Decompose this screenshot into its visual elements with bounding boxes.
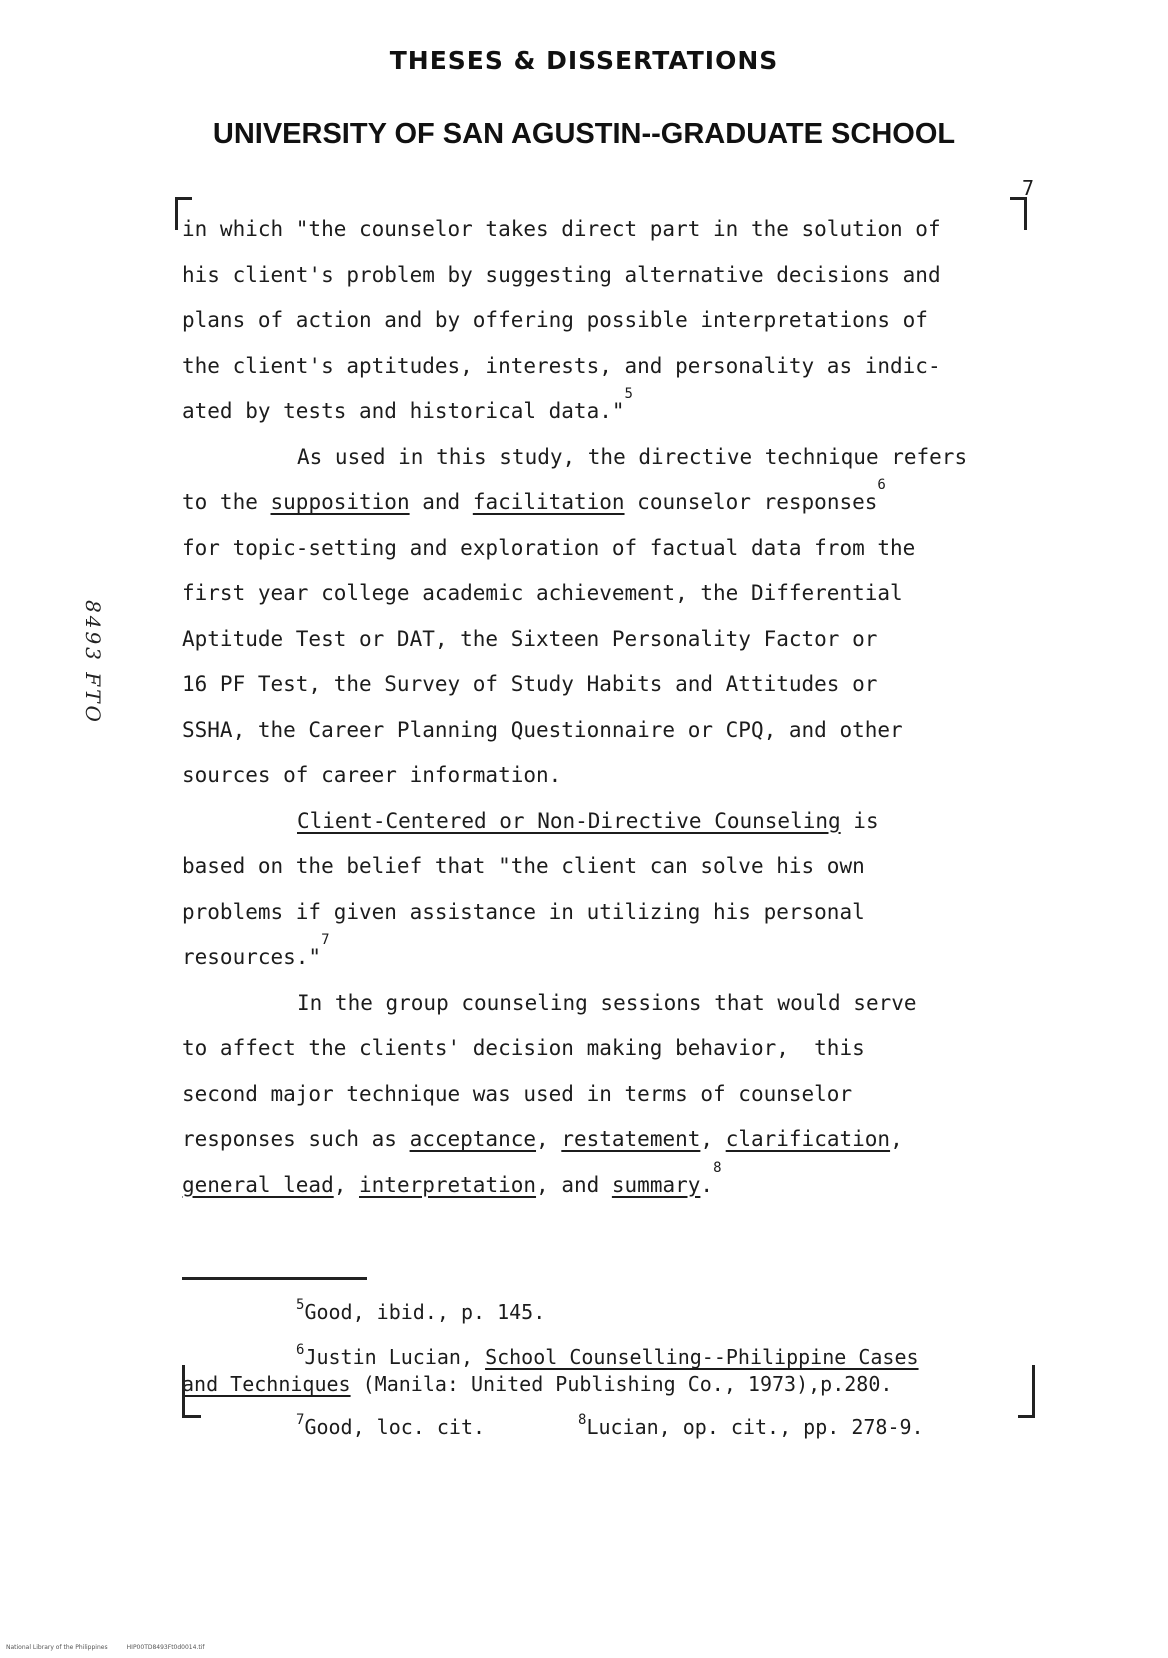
body-line: plans of action and by offering possible interpretations of (182, 308, 928, 332)
body-line (182, 386, 1052, 435)
body-line: to affect the clients' decision making behavior, this (182, 1036, 865, 1060)
footnote-6 (296, 1342, 919, 1369)
footnote-8 (578, 1412, 924, 1439)
underlined-term: summary (611, 1172, 701, 1197)
body-line: Aptitude Test or DAT, the Sixteen Personality Factor or (182, 626, 878, 651)
footnote-text: Good, loc. cit. (304, 1415, 486, 1439)
body-line (182, 799, 1052, 845)
footnote-ref: 5 (624, 386, 633, 402)
footnote-6-continued (182, 1372, 892, 1396)
footnote-rule (182, 1277, 367, 1280)
footnote-text: Good, ibid., p. 145. (304, 1300, 546, 1324)
body-line: for topic-setting and exploration of factual data from the (182, 535, 916, 560)
underlined-term: interpretation (359, 1172, 537, 1197)
footnote-text: (Manila: United Publishing Co., 1973),p.280. (350, 1372, 893, 1396)
body-text-span: to the (182, 490, 271, 514)
crop-bracket-bottom-right (1018, 1365, 1035, 1418)
body-text-span: is (840, 808, 879, 833)
footer-source: National Library of the Philippines (6, 1644, 108, 1651)
footer-filename: HIP00TD8493Ft0d0014.tif (126, 1644, 205, 1651)
underlined-term: general lead (182, 1172, 334, 1197)
footnote-text: Lucian, op. cit., pp. 278-9. (586, 1415, 924, 1439)
body-text-span: , and (536, 1172, 612, 1197)
body-line: the client's aptitudes, interests, and personality as indic- (182, 353, 941, 378)
body-line: sources of career information. (182, 763, 562, 787)
body-line: first year college academic achievement, the Differential (182, 581, 903, 605)
header-title: THESES & DISSERTATIONS (389, 46, 779, 75)
body-text (182, 207, 1052, 1208)
body-line: problems if given assistance in utilizing his personal (182, 899, 865, 924)
body-line: SSHA, the Career Planning Questionnaire or CPQ, and other (182, 717, 903, 742)
underlined-title: School Counselling--Philippine Cases (485, 1345, 919, 1369)
header-institution: UNIVERSITY OF SAN AGUSTIN--GRADUATE SCHOOL (212, 118, 956, 150)
body-line (182, 932, 1052, 981)
footnote-number: 7 (296, 1412, 305, 1428)
body-line (182, 1159, 1052, 1209)
body-line: As used in this study, the directive technique refers (297, 444, 968, 469)
body-text-span: , (700, 1127, 726, 1151)
footnote-number: 8 (578, 1412, 587, 1428)
underlined-term: restatement (561, 1127, 701, 1151)
body-line: in which "the counselor takes direct part in the solution of (182, 217, 941, 241)
footnote-5 (296, 1297, 546, 1324)
underlined-term: clarification (725, 1127, 891, 1151)
footnote-ref: 8 (713, 1159, 722, 1176)
body-text-span: and (409, 490, 473, 514)
body-text-span: , (536, 1127, 562, 1151)
body-text-span: , (890, 1127, 903, 1151)
underlined-term: acceptance (409, 1127, 537, 1151)
body-text-span: . (700, 1172, 714, 1197)
body-line (182, 477, 1052, 526)
body-line: based on the belief that "the client can solve his own (182, 854, 865, 878)
underlined-title: and Techniques (182, 1372, 351, 1396)
margin-handwritten-note: 8493 FTO (81, 600, 105, 725)
page-number: 7 (1022, 176, 1035, 200)
footnote-number: 5 (296, 1297, 305, 1313)
body-line (182, 1117, 1052, 1163)
footnote-number: 6 (296, 1342, 305, 1358)
body-text-span: responses such as (182, 1127, 410, 1151)
scan-footer (6, 1644, 204, 1651)
body-line: In the group counseling sessions that would serve (297, 990, 917, 1015)
footnote-ref: 6 (877, 477, 886, 493)
crop-bracket-bottom-left (182, 1365, 201, 1418)
body-text-span: ated by tests and historical data." (182, 399, 625, 423)
footnote-7 (296, 1412, 486, 1439)
body-line: his client's problem by suggesting alternative decisions and (182, 262, 941, 287)
footnote-text: Justin Lucian, (304, 1345, 486, 1369)
underlined-term: Client-Centered or Non-Directive Counseling (297, 808, 841, 833)
body-line: 16 PF Test, the Survey of Study Habits and Attitudes or (182, 672, 878, 696)
body-line: second major technique was used in terms of counselor (182, 1081, 853, 1106)
footnote-ref: 7 (321, 932, 330, 948)
underlined-term: facilitation (472, 490, 625, 514)
underlined-term: supposition (270, 490, 410, 514)
body-text-span: resources." (182, 945, 322, 969)
body-text-span: , (333, 1172, 360, 1197)
body-text-span: counselor responses (624, 490, 878, 514)
